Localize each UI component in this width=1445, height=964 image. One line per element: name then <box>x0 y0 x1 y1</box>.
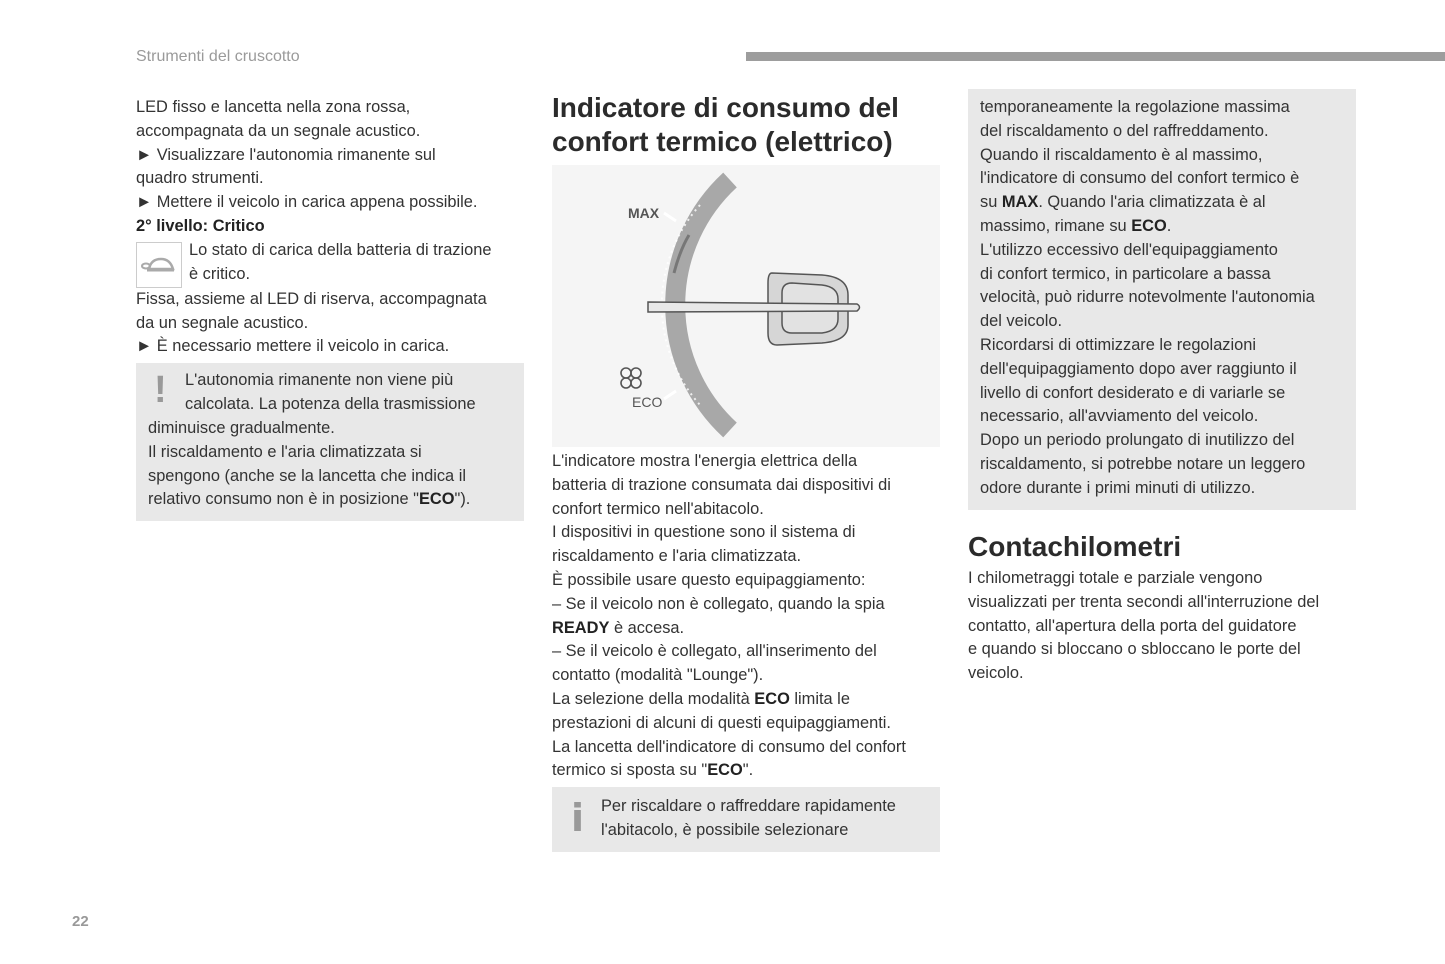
warning-bold: ECO <box>418 490 455 509</box>
warning-tail: "). <box>454 490 471 509</box>
continued-info-box <box>968 89 1356 510</box>
paragraph: Fissa, assieme al LED di riserva, accompagnata da un segnale acustico. <box>136 289 487 332</box>
paragraph: ► È necessario mettere il veicolo in carica. <box>136 337 450 356</box>
text: L'indicatore mostra l'energia elettrica della batteria di trazione consumata dai dispositivi di confort termico nell'abitacolo. I dispositivi in questione sono il sistema di riscaldamento e l'aria climatizzata. È possibile usare questo equipaggiamento: – Se il veicolo non è collegato, quando la spia <box>552 452 891 613</box>
section-title-thermal: Indicatore di consumo del confort termico (elettrico) <box>552 92 899 157</box>
text: . Quando l'aria climatizzata è al massimo, rimane su <box>980 193 1266 235</box>
section-title-odometer: Contachilometri <box>968 531 1182 562</box>
text: . L'utilizzo eccessivo dell'equipaggiamento di confort termico, in particolare a bassa velocità, può ridurre notevolmente l'autonomia del veicolo. Ricordarsi di ottimizzare le regolazioni dell'equipaggiamento dopo aver raggiunto il livello di confort desiderato e di variarle se necessario, all'avviamento del veicolo. Dopo un periodo prolungato di inutilizzo del riscaldamento, si potrebbe notare un leggero odore durante i primi minuti di utilizzo. <box>980 216 1315 497</box>
gauge-eco-label: ECO <box>632 394 663 410</box>
thermal-description <box>552 450 947 783</box>
paragraph: Lo stato di carica della batteria di trazione è critico. <box>189 240 492 283</box>
section-header: Strumenti del cruscotto <box>136 48 300 65</box>
eco-bold: ECO <box>707 761 743 780</box>
level-title: 2° livello: Critico <box>136 216 265 235</box>
odometer-description: I chilometraggi totale e parziale vengono visualizzati per trenta secondi all'interruzione del contatto, all'apertura della porta del guidatore e quando si bloccano o sbloccano le porte del veicolo. <box>968 569 1320 683</box>
text: temporaneamente la regolazione massima del riscaldamento o del raffreddamento. Quando il riscaldamento è al massimo, l'indicatore di consumo del confort termico è su <box>980 98 1300 212</box>
exclamation-icon: ! <box>154 369 167 411</box>
info-icon: i <box>571 796 585 840</box>
info-text: Per riscaldare o raffreddare rapidamente l'abitacolo, è possibile selezionare <box>601 797 896 839</box>
text: è accesa. – Se il veicolo è collegato, all'inserimento del contatto (modalità "Lounge"). La selezione della modalità <box>552 618 877 708</box>
column-1 <box>136 96 531 359</box>
gauge-max-label: MAX <box>628 205 660 221</box>
eco-bold: ECO <box>754 689 790 708</box>
box-text <box>980 96 1315 501</box>
fan-icon <box>621 368 641 388</box>
text: limita le prestazioni di alcuni di questi equipaggiamenti. La lancetta dell'indicatore di consumo del confort termico si sposta su " <box>552 689 906 780</box>
header-bar <box>746 52 1445 61</box>
paragraph: LED fisso e lancetta nella zona rossa, accompagnata da un segnale acustico. <box>136 98 421 140</box>
max-bold: MAX <box>1001 193 1039 212</box>
warning-box <box>136 363 524 521</box>
page-number: 22 <box>72 913 89 930</box>
eco-bold: ECO <box>1131 216 1167 235</box>
warning-body <box>148 417 470 512</box>
text: ". <box>742 761 754 780</box>
gauge-illustration <box>552 165 940 447</box>
warning-text: diminuisce gradualmente. Il riscaldamento e l'aria climatizzata si spengono (anche se la lancetta che indica il relativo consumo non è in posizione " <box>148 419 467 509</box>
ready-bold: READY <box>552 618 610 637</box>
warning-lead: L'autonomia rimanente non viene più calcolata. La potenza della trasmissione <box>185 371 476 413</box>
info-box <box>552 787 940 852</box>
turtle-icon <box>136 242 182 288</box>
paragraph: ► Visualizzare l'autonomia rimanente sul quadro strumenti. <box>136 145 436 188</box>
paragraph: ► Mettere il veicolo in carica appena possibile. <box>136 193 478 212</box>
